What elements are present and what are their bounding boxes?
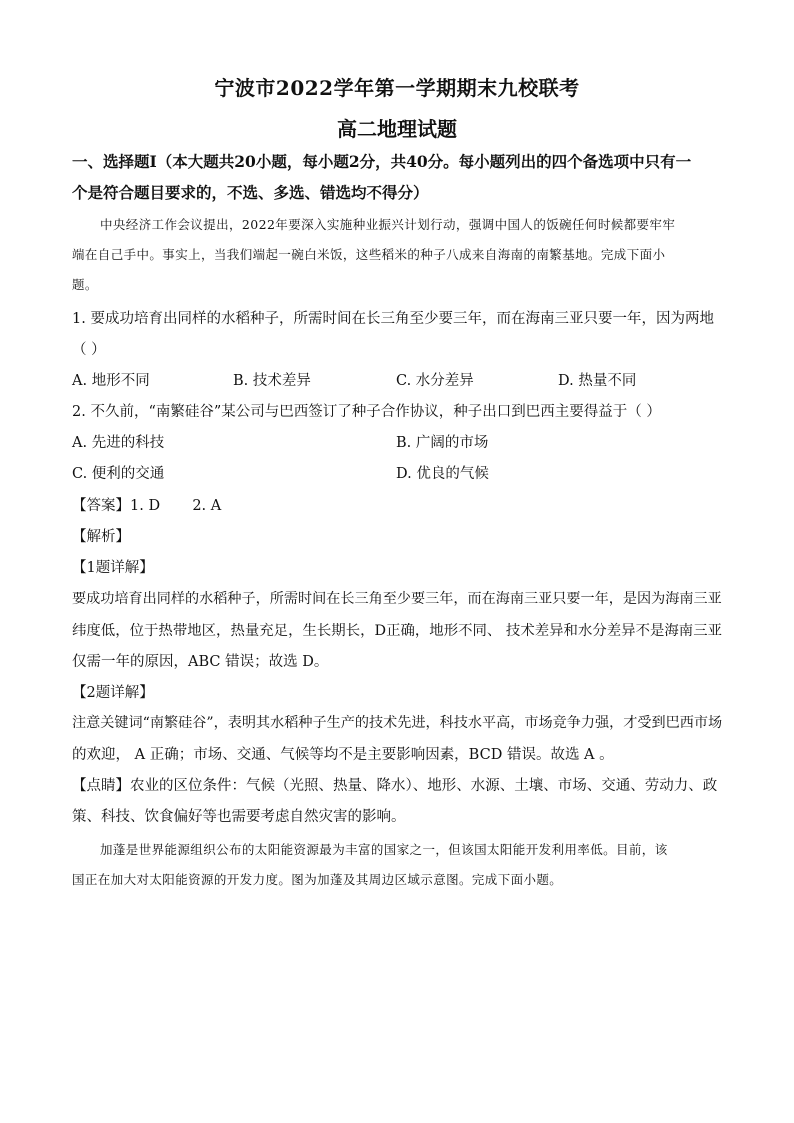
analysis-tag: 【解析】 (72, 529, 130, 545)
question1-blank: （ ） (72, 342, 106, 358)
q1-option-a: A. 地形不同 (72, 373, 150, 389)
passage1-line2: 端在自己手中。事实上，当我们端起一碗白米饭，这些稻米的种子八成来自海南的南繁基地。完成下面小 (72, 247, 666, 262)
question2-stem: 2. 不久前，“南繁硅谷”某公司与巴西签订了种子合作协议，种子出口到巴西主要得益于（ ） (72, 404, 661, 420)
answer-tag: 【答案】 (72, 498, 130, 514)
detail2-tag: 【2题详解】 (72, 685, 154, 701)
q2-option-a: A. 先进的科技 (72, 435, 165, 451)
passage1-line1: 中央经济工作会议提出，2022年要深入实施种业振兴计划行动，强调中国人的饭碗任何时候都要牢牢 (100, 217, 676, 232)
q1-option-c: C. 水分差异 (396, 373, 474, 389)
q2-option-b: B. 广阔的市场 (396, 435, 489, 451)
q1-option-b: B. 技术差异 (233, 373, 311, 389)
detail2-line2: 的欢迎， A 正确；市场、交通、气候等均不是主要影响因素，BCD 错误。故选 A 。 (72, 747, 614, 763)
answer-text: 1. D 2. A (130, 498, 222, 514)
tip-line1: 【点睛】农业的区位条件：气候（光照、热量、降水）、地形、水源、土壤、市场、交通、劳动力、政 (72, 778, 718, 794)
q1-option-d: D. 热量不同 (558, 373, 637, 389)
exam-title: 宁波市2022学年第一学期期末九校联考 (214, 76, 580, 100)
detail1-line1: 要成功培育出同样的水稻种子，所需时间在长三角至少要三年，而在海南三亚只要一年，是因为海南三亚 (72, 591, 722, 607)
question1-stem: 1. 要成功培育出同样的水稻种子，所需时间在长三角至少要三年，而在海南三亚只要一年，因为两地 (72, 311, 714, 327)
tip-line2: 策、科技、饮食偏好等也需要考虑自然灾害的影响。 (72, 809, 406, 825)
section-heading-line2: 个是符合题目要求的，不选、多选、错选均不得分） (72, 183, 429, 202)
section-heading-line1: 一、选择题Ⅰ（本大题共20小题，每小题2分，共40分。每小题列出的四个备选项中只有一 (72, 152, 692, 171)
exam-subtitle: 高二地理试题 (337, 117, 457, 141)
q2-option-d: D. 优良的气候 (396, 466, 489, 482)
detail1-line3: 仅需一年的原因，ABC 错误；故选 D。 (72, 654, 329, 670)
detail1-line2: 纬度低，位于热带地区，热量充足，生长期长，D正确，地形不同、 技术差异和水分差异不是海南三亚 (72, 623, 723, 639)
q2-option-c: C. 便利的交通 (72, 466, 165, 482)
passage1-line3: 题。 (72, 277, 98, 292)
passage2-line2: 国正在加大对太阳能资源的开发力度。图为加蓬及其周边区域示意图。完成下面小题。 (72, 872, 563, 887)
answer-line (72, 494, 221, 515)
passage2-line1: 加蓬是世界能源组织公布的太阳能资源最为丰富的国家之一，但该国太阳能开发利用率低。目前，该 (100, 842, 668, 857)
detail1-tag: 【1题详解】 (72, 560, 154, 576)
detail2-line1: 注意关键词“南繁硅谷”，表明其水稻种子生产的技术先进，科技水平高，市场竞争力强，才受到巴西市场 (72, 715, 723, 731)
